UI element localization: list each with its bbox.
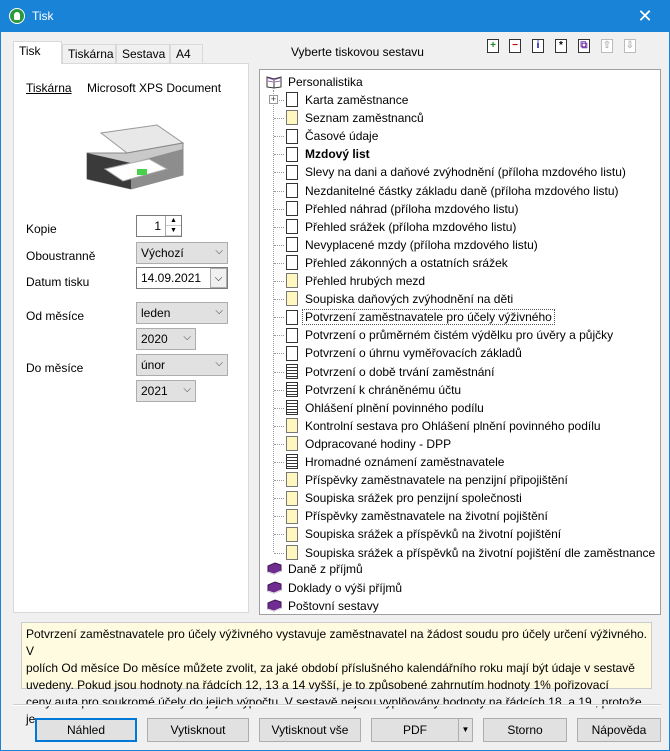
document-icon (286, 165, 298, 180)
tree-item[interactable] (286, 272, 425, 290)
tree-branch-line (274, 390, 284, 391)
close-button[interactable]: ✕ (637, 6, 653, 26)
print-all-button[interactable]: Vytisknout vše (259, 718, 361, 742)
tree-item-label: Potvrzení k chráněnému účtu (305, 382, 462, 397)
tree-item[interactable] (286, 399, 484, 417)
from-year-select[interactable] (136, 328, 196, 350)
to-month-value: únor (141, 358, 166, 372)
tree-group-label: Poštovní sestavy (288, 599, 379, 613)
tree-item[interactable] (286, 109, 424, 127)
document-icon (286, 346, 298, 361)
calendar-dropdown-icon[interactable]: ⌵ (210, 268, 227, 288)
dropdown-arrow-icon[interactable]: ▼ (458, 719, 472, 741)
tree-item[interactable] (286, 381, 461, 399)
tree-guide-line (273, 90, 274, 552)
tree-group[interactable] (266, 579, 402, 597)
tree-item[interactable] (286, 145, 370, 163)
to-month-label: Do měsíce (26, 361, 84, 375)
move-down-icon[interactable]: ⇩ (625, 40, 635, 51)
tree-branch-line (274, 118, 284, 119)
tree-item[interactable] (286, 471, 568, 489)
tree-item-label: Časové údaje (305, 129, 379, 144)
document-icon (286, 310, 298, 325)
tree-item[interactable] (286, 254, 508, 272)
tree-item-label: Seznam zaměstnanců (305, 111, 424, 126)
tree-item[interactable] (286, 218, 516, 236)
document-icon (286, 183, 298, 198)
copies-label: Kopie (26, 222, 57, 236)
tree-item-label: Potvrzení o průměrném čistém výdělku pro úvěry a půjčky (305, 328, 614, 343)
printer-name: Microsoft XPS Document (87, 81, 222, 95)
from-month-select[interactable] (136, 302, 228, 324)
tree-item[interactable] (286, 344, 522, 362)
from-year-value: 2020 (141, 332, 168, 346)
tree-item-label: Hromadné oznámení zaměstnavatele (305, 455, 505, 469)
print-button[interactable]: Vytisknout (147, 718, 249, 742)
yellow-document-icon (286, 545, 298, 560)
tree-item[interactable] (286, 544, 655, 562)
document-icon (286, 201, 298, 216)
chevron-down-icon: ⌵ (183, 332, 191, 343)
title-bar (1, 1, 669, 32)
to-month-select[interactable] (136, 354, 228, 376)
text-document-icon (286, 400, 298, 415)
date-label: Datum tisku (26, 275, 90, 289)
duplex-select[interactable] (136, 242, 228, 264)
tree-group-label: Doklady o výši příjmů (288, 580, 403, 595)
from-month-label: Od měsíce (26, 309, 85, 323)
tree-item-label: Soupiska srážek pro penzijní společnosti (305, 491, 522, 506)
tree-item-label: Potvrzení zaměstnavatele pro účely výživného (302, 309, 555, 325)
tree-branch-line (274, 299, 284, 300)
separator (13, 704, 661, 706)
tab-tisk[interactable]: Tisk (13, 41, 62, 64)
chevron-down-icon: ⌵ (215, 358, 223, 369)
document-icon (286, 237, 298, 252)
cancel-button[interactable]: Storno (483, 718, 567, 742)
tree-item-label: Kontrolní sestava pro Ohlášení plnění povinného podílu (305, 418, 601, 433)
text-document-icon (286, 364, 298, 379)
tree-item[interactable] (286, 525, 561, 543)
tree-item-label: Příspěvky zaměstnavatele na penzijní připojištění (305, 473, 568, 488)
tab-a4[interactable]: A4 (170, 44, 203, 64)
description-line: Potvrzení zaměstnavatele pro účely výživného vystavuje zaměstnavatel na žádost soudu pro účely určení výživného. V (26, 627, 647, 658)
tree-branch-line (274, 444, 284, 445)
yellow-document-icon (286, 291, 298, 306)
tree-branch-line (274, 245, 284, 246)
description-line: ceny auta pro soukromé účely do jejich výpočtu. V sestavě nejsou vyplňovány hodnoty na řádcích 18. a 19., protože je (26, 695, 642, 726)
yellow-document-icon (286, 527, 298, 542)
to-year-select[interactable] (136, 380, 196, 402)
tree-item[interactable] (286, 182, 619, 200)
tree-item-label: Přehled hrubých mezd (305, 274, 426, 288)
yellow-document-icon (286, 509, 298, 524)
tree-item[interactable] (286, 435, 451, 453)
app-icon (9, 8, 25, 24)
tree-item[interactable] (286, 363, 494, 381)
duplex-label: Oboustranně (26, 249, 96, 263)
tree-branch-line (274, 281, 284, 282)
tree-item[interactable] (286, 489, 522, 507)
tree-item-label: Soupiska srážek a příspěvků na životní pojištění dle zaměstnance (305, 545, 656, 560)
tree-item-label: Přehled náhrad (příloha mzdového listu) (305, 201, 519, 216)
tree-item[interactable] (286, 236, 538, 254)
copies-stepper[interactable] (136, 215, 182, 237)
date-picker[interactable] (136, 267, 228, 289)
document-icon (286, 328, 298, 343)
report-description (21, 622, 652, 726)
tree-item-label: Nezdanitelné částky základu daně (příloha mzdového listu) (305, 183, 619, 198)
printer-link[interactable]: Tiskárna (26, 81, 72, 95)
tree-group[interactable] (266, 597, 379, 615)
tree-item[interactable] (286, 453, 504, 471)
chevron-down-icon: ⌵ (183, 384, 191, 395)
spin-down-icon[interactable]: ▼ (166, 226, 181, 236)
tree-branch-line (274, 154, 284, 155)
tree-item-label: Nevyplacené mzdy (příloha mzdového listu) (305, 237, 538, 252)
tree-group-label: Daně z příjmů (288, 562, 363, 576)
tree-item-label: Soupiska daňových zvýhodnění na děti (305, 292, 514, 307)
spin-up-icon[interactable]: ▲ (166, 216, 181, 226)
tree-item-label: Slevy na dani a daňové zvýhodnění (příloha mzdového listu) (305, 165, 626, 180)
tree-item[interactable] (286, 326, 613, 344)
tree-item[interactable] (286, 163, 626, 181)
tree-item-label: Příspěvky zaměstnavatele na životní pojištění (305, 509, 548, 524)
copies-value: 1 (154, 219, 161, 233)
tree-branch-line (274, 227, 284, 228)
document-icon (286, 147, 298, 162)
yellow-document-icon (286, 418, 298, 433)
info-icon[interactable]: i (532, 39, 544, 53)
expand-icon[interactable]: + (270, 94, 277, 104)
tree-item-label: Odpracované hodiny - DPP (305, 436, 452, 451)
yellow-document-icon (286, 436, 298, 451)
tree-branch-line (274, 408, 284, 409)
document-icon (286, 255, 298, 270)
report-tree[interactable] (259, 69, 661, 615)
closed-book-icon (266, 562, 282, 575)
tree-branch-line (274, 372, 284, 373)
tree-branch-line (274, 426, 284, 427)
tree-branch-line (274, 516, 284, 517)
printer-icon (79, 119, 189, 199)
text-document-icon (286, 382, 298, 397)
pdf-button-label: PDF (403, 723, 427, 737)
tree-branch-line (274, 353, 284, 354)
tree-item-label: Potvrzení o době trvání zaměstnání (305, 364, 495, 379)
tree-item[interactable] (286, 507, 548, 525)
tree-branch-line (274, 172, 284, 173)
window-title: Tisk (32, 9, 54, 23)
add-icon[interactable]: + (487, 39, 499, 53)
duplex-value: Výchozí (141, 246, 184, 260)
tree-branch-line (274, 534, 284, 535)
tree-item[interactable] (286, 290, 513, 308)
tree-item-label: Přehled srážek (příloha mzdového listu) (305, 219, 517, 234)
tree-root-label: Personalistika (288, 75, 363, 89)
from-month-value: leden (141, 306, 171, 320)
text-document-icon (286, 454, 298, 469)
tree-item-label: Mzdový list (305, 147, 370, 162)
pdf-button[interactable] (371, 718, 473, 742)
document-icon (286, 92, 298, 107)
date-value: 14.09.2021 (141, 271, 202, 285)
tree-item-label: Karta zaměstnance (305, 93, 409, 107)
tree-branch-line (274, 498, 284, 499)
tree-branch-line (274, 263, 284, 264)
tree-branch-line (274, 335, 284, 336)
tree-item-label: Potvrzení o úhrnu vyměřovacích základů (305, 346, 522, 361)
closed-book-icon (266, 599, 282, 612)
tree-item[interactable] (286, 417, 601, 435)
move-up-icon[interactable]: ⇧ (602, 40, 612, 51)
copy-icon[interactable]: ⧉ (578, 39, 590, 53)
tree-item[interactable] (286, 91, 408, 109)
tree-branch-line (274, 553, 284, 554)
tree-item-label: Přehled zákonných a ostatních srážek (305, 255, 508, 270)
yellow-document-icon (286, 273, 298, 288)
document-icon (286, 129, 298, 144)
report-select-label: Vyberte tiskovou sestavu (291, 45, 424, 59)
remove-icon[interactable]: − (509, 39, 521, 53)
document-icon (286, 219, 298, 234)
tree-item[interactable] (286, 200, 518, 218)
description-line: uvedeny. Pokud jsou hodnoty na řádcích 12, 13 a 14 vyšší, je to způsobené zahrnutím hodnoty 1% pořizovací (26, 678, 609, 692)
star-icon[interactable]: * (555, 39, 567, 53)
to-year-value: 2021 (141, 384, 168, 398)
tree-item[interactable] (286, 308, 555, 326)
help-button[interactable]: Nápověda (577, 718, 661, 742)
tree-item[interactable] (286, 127, 378, 145)
yellow-document-icon (286, 110, 298, 125)
tab-tiskarna[interactable]: Tiskárna (62, 44, 116, 64)
tree-branch-line (274, 209, 284, 210)
tree-group[interactable] (266, 560, 363, 578)
tree-branch-line (274, 462, 284, 463)
tree-item-label: Soupiska srážek a příspěvků na životní pojištění (305, 527, 562, 542)
description-line: polích Od měsíce Do měsíce můžete zvolit, za jaké období příslušného kalendářního roku mají být údaje v sestavě (26, 661, 635, 675)
chevron-down-icon: ⌵ (215, 306, 223, 317)
tree-branch-line (274, 191, 284, 192)
tree-branch-line (274, 317, 284, 318)
tree-root[interactable] (266, 73, 363, 91)
closed-book-icon (266, 581, 282, 594)
yellow-document-icon (286, 491, 298, 506)
preview-button[interactable]: Náhled (35, 718, 137, 742)
tree-branch-line (274, 480, 284, 481)
tree-item-label: Ohlášení plnění povinného podílu (305, 400, 484, 415)
tab-sestava[interactable]: Sestava (116, 44, 170, 64)
open-book-icon (266, 75, 282, 88)
yellow-document-icon (286, 472, 298, 487)
tree-branch-line (274, 136, 284, 137)
chevron-down-icon: ⌵ (215, 246, 223, 257)
